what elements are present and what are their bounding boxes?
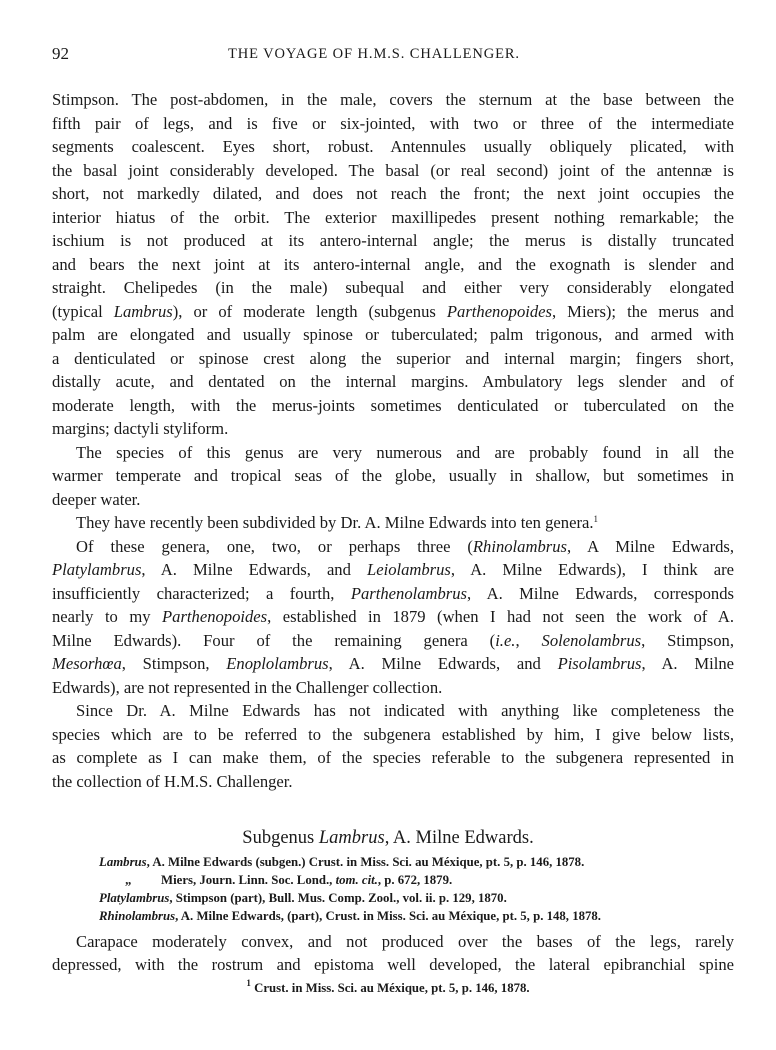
text-line [52,652,734,676]
text-line [52,206,734,230]
text-line [52,558,734,582]
italic-taxon-text: Lambrus [318,828,385,848]
italic-taxon-text: tom. cit. [335,873,378,887]
text-run: , [515,630,542,650]
text-run: , Stimpson, [121,654,227,673]
text-line [52,629,734,653]
italic-taxon-text: i.e. [495,630,516,650]
text-run: Edwards), are not represented in the Challenger collection. [52,677,443,697]
text-run: Subgenus [242,828,319,848]
footnote-reference: 1 [593,514,598,524]
page-number: 92 [52,44,69,63]
text-run: the basal joint considerably developed. The basal (or real second) joint of the antennæ is [52,160,734,180]
reference-entry [99,871,699,889]
footnote [0,978,776,996]
text-run: (typical [52,301,114,321]
reference-entry [99,907,699,925]
text-line [52,676,734,700]
text-run: the collection of H.M.S. Challenger. [52,771,293,791]
text-run: deeper water. [52,489,141,509]
text-run: , A. Milne Edwards. [384,828,534,848]
running-title: THE VOYAGE OF H.M.S. CHALLENGER. [228,46,520,62]
text-run: fifth pair of legs, and is five or six-jointed, with two or three of the intermediate [52,113,734,133]
text-run: , p. 672, 1879. [377,873,453,887]
text-run: a denticulated or spinose crest along the superior and internal margin; fingers short, [52,348,734,368]
text-line [52,699,734,723]
text-run: ), or of moderate length (subgenus [172,301,447,321]
text-line [52,723,734,747]
text-run: nearly to my [52,607,163,626]
italic-taxon-text: Enoplolambrus [226,654,329,673]
text-run: Carapace moderately convex, and not produced over the bases of the legs, rarely [76,932,734,951]
text-run: , A. Milne Edwards, and [141,560,367,579]
text-run: warmer temperate and tropical seas of the globe, usually in shallow, but sometimes in [52,466,734,485]
text-line [52,535,734,559]
body-text [52,88,734,793]
text-line [52,954,734,977]
text-line [52,931,734,954]
italic-taxon-text: Rhinolambrus [99,909,176,923]
text-run: as complete as I can make them, of the species referable to the subgenera represented in [52,748,734,767]
text-run: , A. Milne Edwards (subgen.) Crust. in Miss. Sci. au Méxique, pt. 5, p. 146, 1878. [146,855,585,869]
text-run: Since Dr. A. Milne Edwards has not indicated with anything like completeness the [76,701,734,720]
italic-taxon-text: Parthenopoides [162,607,268,626]
text-line [52,276,734,300]
text-line [52,464,734,488]
text-run: The species of this genus are very numerous and are probably found in all the [76,442,734,462]
text-run: , established in 1879 (when I had not seen the work of A. [267,607,734,626]
italic-taxon-text: Lambrus [113,301,173,321]
italic-taxon-text: Parthenopoides [446,301,552,321]
text-run: depressed, with the rostrum and epistoma well developed, the lateral epibranchial spine [52,954,734,974]
reference-entry [99,889,699,907]
text-line [52,347,734,371]
section-heading [0,828,776,849]
text-run: Miers, Journ. Linn. Soc. Lond., [161,873,336,887]
text-run: , A. Milne [641,654,734,673]
ditto-mark: „ [125,873,132,887]
text-run: distally acute, and dentated on the internal margins. Ambulatory legs slender and of [52,372,734,391]
text-run: moderate length, with the merus-joints sometimes denticulated or tuberculated on the [52,395,734,415]
text-run: , Stimpson (part), Bull. Mus. Comp. Zool., vol. ii. p. 129, 1870. [169,891,507,905]
text-run: , A. Milne Edwards, and [328,654,558,673]
text-line [52,323,734,347]
text-line [52,253,734,277]
text-run: and bears the next joint at its antero-internal angle, and the exognath is slender and [52,254,734,274]
text-run: interior hiatus of the orbit. The exterior maxillipedes present nothing remarkable; the [52,207,734,227]
text-line [52,746,734,770]
text-line [52,394,734,418]
text-run: ischium is not produced at its antero-internal angle; the merus is distally truncated [52,231,734,250]
text-run: Milne Edwards). Four of the remaining genera ( [52,630,496,650]
text-line [52,582,734,606]
text-line [52,417,734,441]
text-line [52,511,734,535]
text-line [52,370,734,394]
text-line [52,488,734,512]
text-run: Stimpson. The post-abdomen, in the male, covers the sternum at the base between the [52,90,734,109]
text-line [52,770,734,794]
footnote-marker: 1 [246,978,251,988]
text-run: , A. Milne Edwards, (part), Crust. in Miss. Sci. au Méxique, pt. 5, p. 148, 1878. [175,909,601,923]
text-run: species which are to be referred to the subgenera established by him, I give below lists, [52,724,734,744]
italic-taxon-text: Mesorhœa [52,654,122,673]
italic-taxon-text: Platylambrus [99,891,170,905]
text-run: , Miers); the merus and [551,301,734,321]
text-line [52,441,734,465]
text-line [52,605,734,629]
text-line [52,182,734,206]
section-text [52,931,734,976]
text-line [52,135,734,159]
text-run: , A Milne Edwards, [566,536,734,556]
italic-taxon-text: Platylambrus [52,560,142,579]
italic-taxon-text: Solenolambrus [541,630,642,650]
italic-taxon-text: Lambrus [99,855,147,869]
text-run: segments coalescent. Eyes short, robust. Antennules usually obliquely plicated, with [52,137,734,156]
text-line [52,112,734,136]
footnote-text: Crust. in Miss. Sci. au Méxique, pt. 5, p. 146, 1878. [254,981,530,995]
text-line [52,300,734,324]
text-run: palm are elongated and usually spinose or tuberculated; palm trigonous, and armed with [52,325,734,344]
text-line [52,229,734,253]
text-run: insufficiently characterized; a fourth, [52,583,351,603]
text-run: straight. Chelipedes (in the male) subequal and either very considerably elongated [52,278,734,297]
italic-taxon-text: Rhinolambrus [472,536,567,556]
italic-taxon-text: Parthenolambrus [350,583,468,603]
text-run: , A. Milne Edwards), I think are [450,560,734,579]
text-run: margins; dactyli styliform. [52,419,229,438]
text-line [52,159,734,183]
text-run: Of these genera, one, two, or perhaps three ( [76,536,473,556]
italic-taxon-text: Pisolambrus [557,654,642,673]
text-run: short, not markedly dilated, and does not reach the front; the next joint occupies the [52,184,734,203]
italic-taxon-text: Leiolambrus [366,560,451,579]
synonymy-references [99,853,699,925]
text-run: They have recently been subdivided by Dr. A. Milne Edwards into ten genera. [76,513,594,532]
reference-entry [99,853,699,871]
text-run: , Stimpson, [641,630,735,650]
text-line [52,88,734,112]
text-run: , A. Milne Edwards, corresponds [467,583,734,603]
